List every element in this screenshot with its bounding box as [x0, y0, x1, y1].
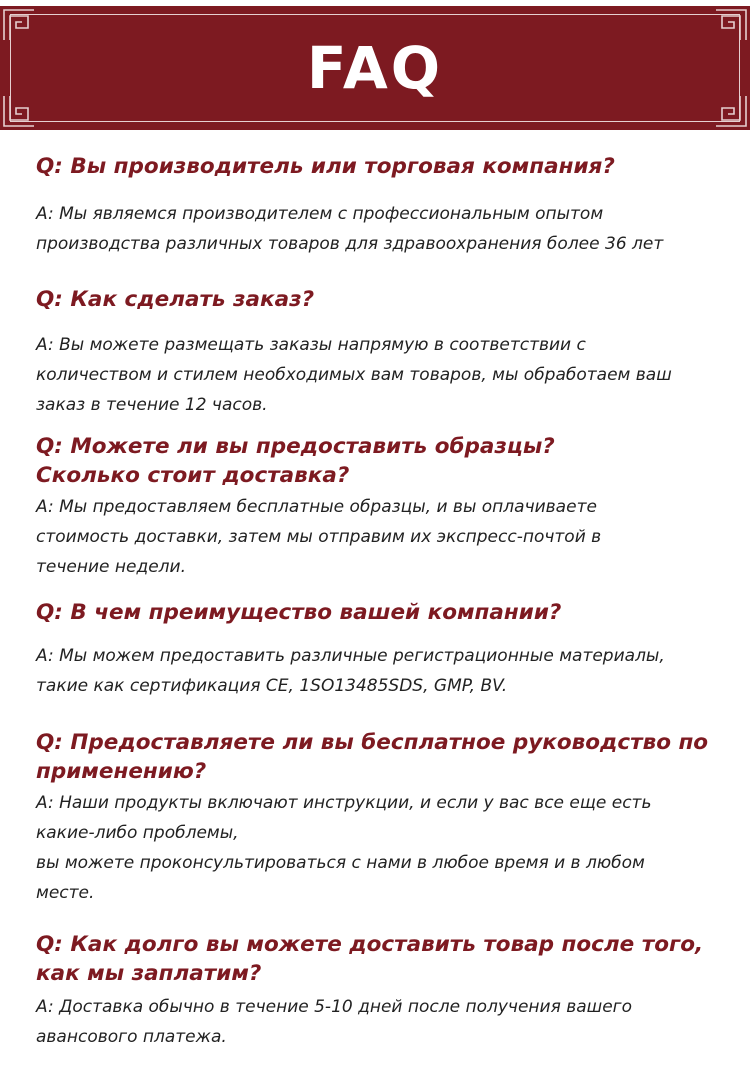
faq-question: Q: Предоставляете ли вы бесплатное руководство по применению?: [36, 730, 709, 784]
faq-question: Q: Вы производитель или торговая компания?: [36, 154, 615, 179]
faq-answer: A: Вы можете размещать заказы напрямую в соответствии с количеством и стилем необходимых вам товаров, мы обработаем ваш заказ в течение 12 часов.: [36, 335, 672, 415]
faq-item: [36, 285, 736, 420]
faq-question: Q: Можете ли вы предоставить образцы? Сколько стоит доставка?: [36, 434, 555, 488]
faq-item: [36, 930, 736, 1052]
faq-question: Q: Как долго вы можете доставить товар после того, как мы заплатим?: [36, 932, 704, 986]
faq-answer: A: Мы предоставляем бесплатные образцы, и вы оплачиваете стоимость доставки, затем мы отправим их экспресс-почтой в течение недели.: [36, 497, 602, 577]
faq-item: [36, 432, 736, 582]
faq-item: [36, 728, 736, 908]
faq-item: [36, 152, 736, 259]
page-title: FAQ: [306, 34, 444, 102]
faq-item: [36, 598, 736, 701]
faq-answer: A: Мы можем предоставить различные регистрационные материалы, такие как сертификация CE, 1SO13485SDS, GMP, BV.: [36, 646, 665, 696]
faq-answer: A: Наши продукты включают инструкции, и если у вас все еще есть какие-либо проблемы, вы можете проконсультироваться с нами в любое время и в любом месте.: [36, 793, 652, 903]
faq-banner: [0, 6, 750, 130]
faq-answer: A: Мы являемся производителем с профессиональным опытом производства различных товаров для здравоохранения более 36 лет: [36, 204, 664, 254]
faq-question: Q: В чем преимущество вашей компании?: [36, 600, 562, 625]
faq-answer: A: Доставка обычно в течение 5-10 дней после получения вашего авансового платежа.: [36, 997, 632, 1047]
faq-question: Q: Как сделать заказ?: [36, 287, 315, 312]
